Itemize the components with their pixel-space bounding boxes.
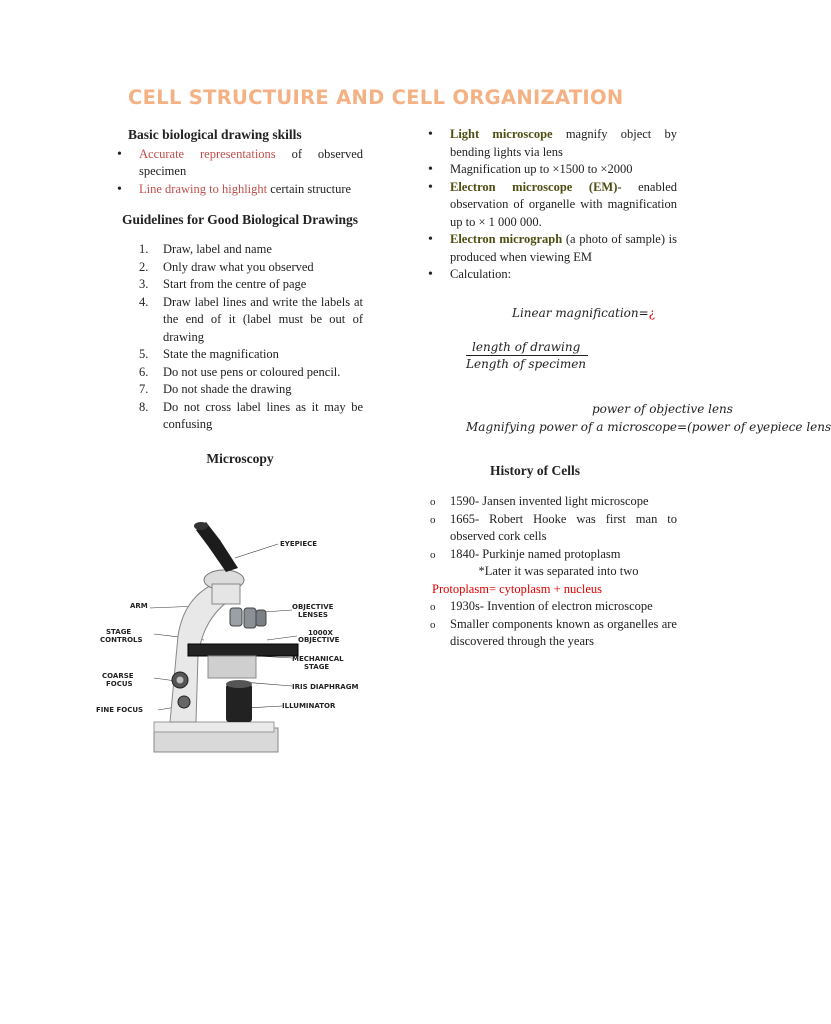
label-stage-1: STAGE <box>106 628 132 636</box>
list-item <box>428 598 677 616</box>
list-item <box>428 511 677 546</box>
history-list <box>428 493 677 651</box>
item-number: 7. <box>139 382 149 396</box>
item-text: State the magnification <box>163 347 279 361</box>
item-text: 1930s- Invention of electron microscope <box>450 599 653 613</box>
formula-objective-power: power of objective lens <box>592 402 733 416</box>
list-item <box>117 259 363 277</box>
list-item <box>117 346 363 364</box>
item-text: Magnification up to ×1500 to ×2000 <box>450 162 633 176</box>
formula-symbol: ¿ <box>648 306 656 320</box>
label-mech-2: STAGE <box>304 663 330 671</box>
list-item <box>117 241 363 259</box>
formula-text: Magnifying power of a microscope= <box>466 420 688 434</box>
list-item <box>428 179 677 232</box>
fraction-numerator: length of drawing <box>466 340 588 356</box>
list-item <box>428 126 677 161</box>
list-item <box>428 493 677 511</box>
highlight-text: Line drawing to highlight <box>139 181 268 196</box>
item-text: certain structure <box>267 181 352 196</box>
formula-linear-magnification <box>512 306 655 320</box>
heading-history: History of Cells <box>490 463 580 478</box>
item-text: of observed specimen <box>139 146 363 178</box>
heading-drawing-skills: Basic biological drawing skills <box>128 127 302 142</box>
formula-text-tail: (power of eyepiece lens <box>687 420 831 434</box>
list-item <box>117 276 363 294</box>
item-number: 5. <box>139 347 149 361</box>
heading-guidelines: Guidelines for Good Biological Drawings <box>121 212 359 227</box>
list-item <box>117 146 363 181</box>
list-item <box>428 161 677 179</box>
item-number: 1. <box>139 242 149 256</box>
list-item <box>428 546 677 599</box>
label-mech-1: MECHANICAL <box>292 655 344 663</box>
list-item <box>117 381 363 399</box>
history-red-note: Protoplasm= cytoplasm + nucleus <box>432 581 602 596</box>
heading-microscopy: Microscopy <box>206 450 274 466</box>
item-text: 1665- Robert Hooke was first man to observed cork cells <box>450 511 677 543</box>
item-number: 6. <box>139 364 149 379</box>
item-text: Do not shade the drawing <box>163 382 292 396</box>
formula-magnifying-power <box>466 420 831 434</box>
item-text: 1840- Purkinje named protoplasm <box>450 546 621 561</box>
label-coarse-1: COARSE <box>102 672 134 680</box>
item-number: 8. <box>139 399 149 414</box>
item-text: Draw label lines and write the labels at the end of it (label must be out of drawing <box>163 294 363 344</box>
formula-text: Linear magnification= <box>512 306 649 320</box>
label-objective-1: OBJECTIVE <box>292 603 334 611</box>
formula-fraction <box>466 340 588 371</box>
label-coarse-2: FOCUS <box>106 680 133 688</box>
item-text: Only draw what you observed <box>163 259 314 274</box>
item-text: Draw, label and name <box>163 242 272 256</box>
list-item <box>428 231 677 266</box>
label-iris: IRIS DIAPHRAGM <box>292 683 359 691</box>
drawing-skills-list <box>117 146 363 199</box>
right-column <box>428 126 677 284</box>
item-text: Calculation: <box>450 267 512 281</box>
list-item <box>428 616 677 651</box>
item-text: - enabled observation of organelle with magnification up to × 1 000 000. <box>450 179 677 229</box>
page-title: CELL STRUCTUIRE AND CELL ORGANIZATION <box>128 86 624 109</box>
label-arm: ARM <box>130 602 148 610</box>
label-illuminator: ILLUMINATOR <box>282 702 336 710</box>
history-note: *Later it was separated into two <box>478 564 639 578</box>
item-text: Do not use pens or coloured pencil. <box>163 364 341 379</box>
bold-term: Electron micrograph <box>450 232 563 246</box>
list-item <box>117 294 363 347</box>
list-item <box>428 266 677 284</box>
label-objective-2: LENSES <box>298 611 328 619</box>
item-text: Do not cross label lines as it may be confusing <box>163 399 363 431</box>
microscope-diagram <box>92 516 372 760</box>
item-text: (a photo of sample) is produced when viewing EM <box>450 232 677 264</box>
item-number: 4. <box>139 294 149 309</box>
label-eyepiece: EYEPIECE <box>280 540 318 548</box>
item-text: Smaller components known as organelles are discovered through the years <box>450 616 677 648</box>
item-text: Start from the centre of page <box>163 277 307 291</box>
bold-term: Light microscope <box>450 127 553 141</box>
label-mag-1: 1000X <box>308 629 333 637</box>
item-number: 2. <box>139 259 149 274</box>
list-item <box>117 364 363 382</box>
microscope-facts-list <box>428 126 677 284</box>
bold-term: Electron microscope (EM) <box>450 179 618 194</box>
microscope-body <box>154 522 298 752</box>
highlight-text: Accurate representations <box>139 146 276 161</box>
list-item <box>117 399 363 434</box>
history-column <box>428 493 677 651</box>
label-mag-2: OBJECTIVE <box>298 636 340 644</box>
fraction-denominator: Length of specimen <box>466 357 587 371</box>
label-stage-2: CONTROLS <box>100 636 143 644</box>
guidelines-list <box>117 241 363 434</box>
item-text: 1590- Jansen invented light microscope <box>450 494 649 508</box>
item-text: magnify object by bending lights via lens <box>450 127 678 159</box>
label-fine-focus: FINE FOCUS <box>96 706 144 714</box>
list-item <box>117 181 363 199</box>
item-number: 3. <box>139 277 149 291</box>
left-column <box>117 126 363 467</box>
